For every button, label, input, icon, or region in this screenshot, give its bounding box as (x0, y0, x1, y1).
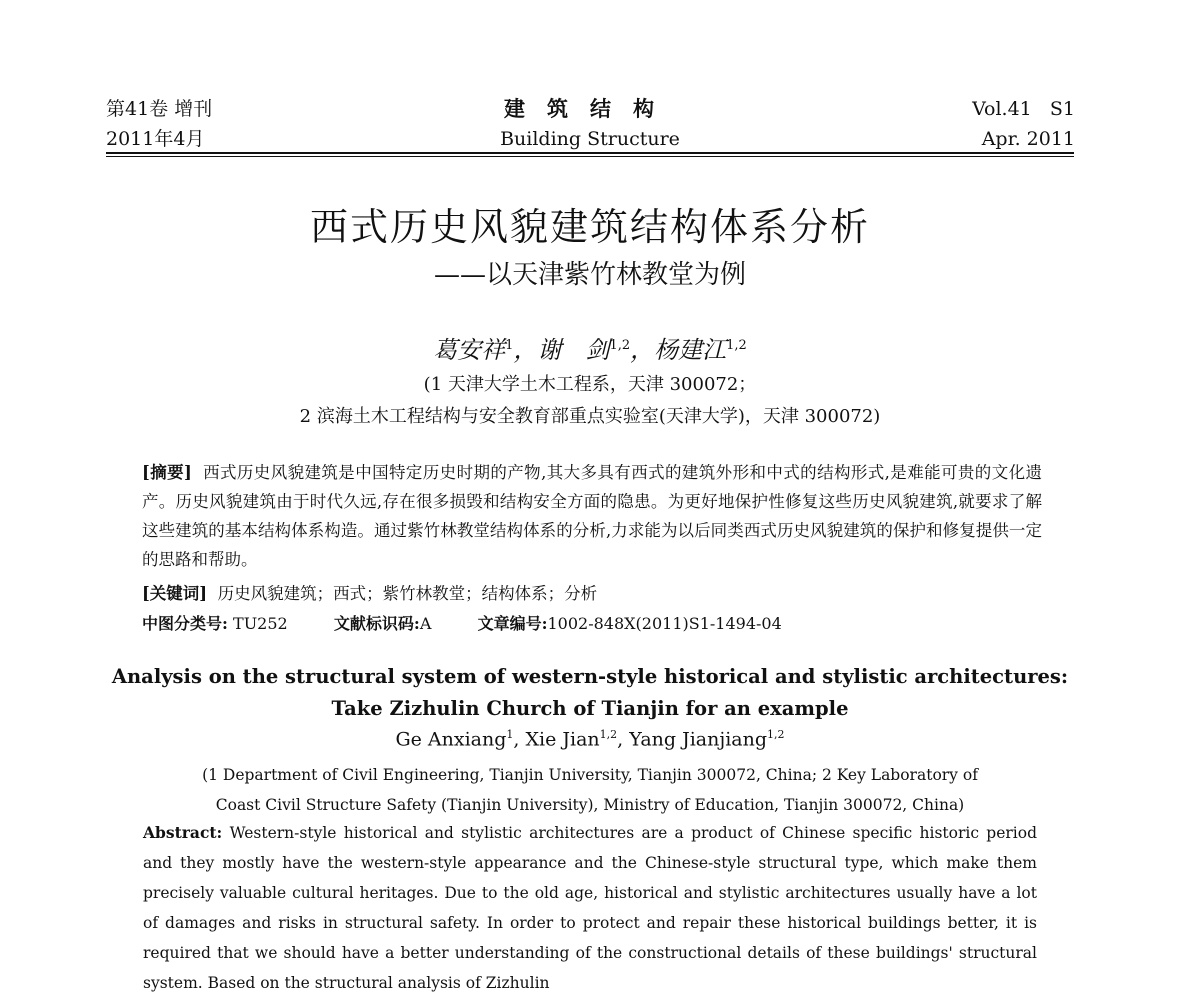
author-affil-mark: 1,2 (599, 728, 618, 741)
keywords-cn-text: 历史风貌建筑；西式；紫竹林教堂；结构体系；分析 (217, 584, 598, 603)
author-name-en: Yang Jianjiang (629, 728, 768, 751)
paper-subtitle: ——以天津紫竹林教堂为例 (433, 260, 746, 290)
author-affil-mark: 1 (505, 338, 514, 353)
author-name-en: Ge Anxiang (395, 728, 507, 751)
affiliation-en (0, 760, 1180, 820)
author-affil-mark: 1,2 (609, 338, 631, 353)
affiliation-en-2: Coast Civil Structure Safety (Tianjin University), Ministry of Education, Tianjin 300072, China) (215, 796, 965, 814)
volume-en: Vol.41 S1 (972, 98, 1075, 120)
author-name: 杨建江 (654, 336, 727, 364)
author-list-en: Ge Anxiang$^1$, Xie Jian$^{1,2}$, Yang Jianjiang$^{1,2}$ (395, 728, 785, 751)
header-rule-thick (106, 152, 1074, 154)
header-rule-thin (106, 156, 1074, 157)
author-name-en: Xie Jian (525, 728, 600, 751)
journal-name-en: Building Structure (500, 128, 680, 150)
keywords-cn (142, 580, 597, 604)
doc-code-value: A (419, 614, 432, 633)
paper-title-en (0, 661, 1180, 725)
author-name: 葛安祥 (433, 336, 506, 364)
title-en-line1: Analysis on the structural system of western-style historical and stylistic architectures: (111, 665, 1069, 688)
publication-date-cn: 2011年4月 (106, 128, 205, 150)
keywords-cn-label: [关键词] (142, 584, 208, 603)
abstract-en (143, 818, 1037, 998)
journal-volume-en (972, 94, 1075, 154)
author-affil-mark: 1,2 (726, 338, 747, 353)
affiliation-en-1: (1 Department of Civil Engineering, Tianjin University, Tianjin 300072, China; 2 Key Laboratory of (202, 766, 978, 784)
author-list: 葛安祥$^1$，谢 剑$^{1,2}$，杨建江$^{1,2}$ (433, 336, 747, 364)
article-number-label: 文章编号: (477, 614, 548, 633)
author-affil-mark: 1 (506, 728, 514, 741)
abstract-en-text: Western-style historical and stylistic architectures are a product of Chinese specific historic period and they mostly have the western-style appearance and the Chinese-style structural type, which make them precisely valuable cultural heritages. Due to the old age, historical and stylistic architectures usually have a lot of damages and risks in structural safety. In order to protect and repair these historical buildings better, it is required that we should have a better understanding of the constructional details of these buildings' structural system. Based on the structural analysis of Zizhulin (143, 824, 1037, 992)
journal-name-cn: 建筑结构 (504, 96, 676, 121)
clc-label: 中图分类号: (142, 614, 228, 633)
title-en-line2: Take Zizhulin Church of Tianjin for an example (331, 697, 849, 720)
paper-title: 西式历史风貌建筑结构体系分析 (309, 205, 870, 249)
abstract-cn-label: [摘要] (142, 463, 192, 482)
abstract-cn (142, 458, 1042, 574)
article-number-value: 1002-848X(2011)S1-1494-04 (547, 614, 782, 633)
classification-line (142, 611, 782, 634)
volume-issue: 第41卷 增刊 (106, 98, 213, 120)
clc-value: TU252 (233, 614, 288, 633)
affiliation-cn-2: 2 滨海土木工程结构与安全教育部重点实验室(天津大学)，天津 300072) (299, 406, 881, 427)
author-affil-mark: 1,2 (767, 728, 785, 741)
doc-code-label: 文献标识码: (333, 614, 420, 633)
publication-date-en: Apr. 2011 (981, 128, 1075, 150)
author-name: 谢 剑 (537, 336, 610, 364)
affiliation-cn-1: (1 天津大学土木工程系，天津 300072； (423, 374, 757, 395)
abstract-en-label: Abstract: (143, 823, 223, 842)
abstract-cn-text: 西式历史风貌建筑是中国特定历史时期的产物,其大多具有西式的建筑外形和中式的结构形式,是难能可贵的文化遗产。历史风貌建筑由于时代久远,存在很多损毁和结构安全方面的隐患。为更好地保护性修复这些历史风貌建筑,就要求了解这些建筑的基本结构体系构造。通过紫竹林教堂结构体系的分析,力求能为以后同类西式历史风貌建筑的保护和修复提供一定的思路和帮助。 (142, 463, 1042, 569)
